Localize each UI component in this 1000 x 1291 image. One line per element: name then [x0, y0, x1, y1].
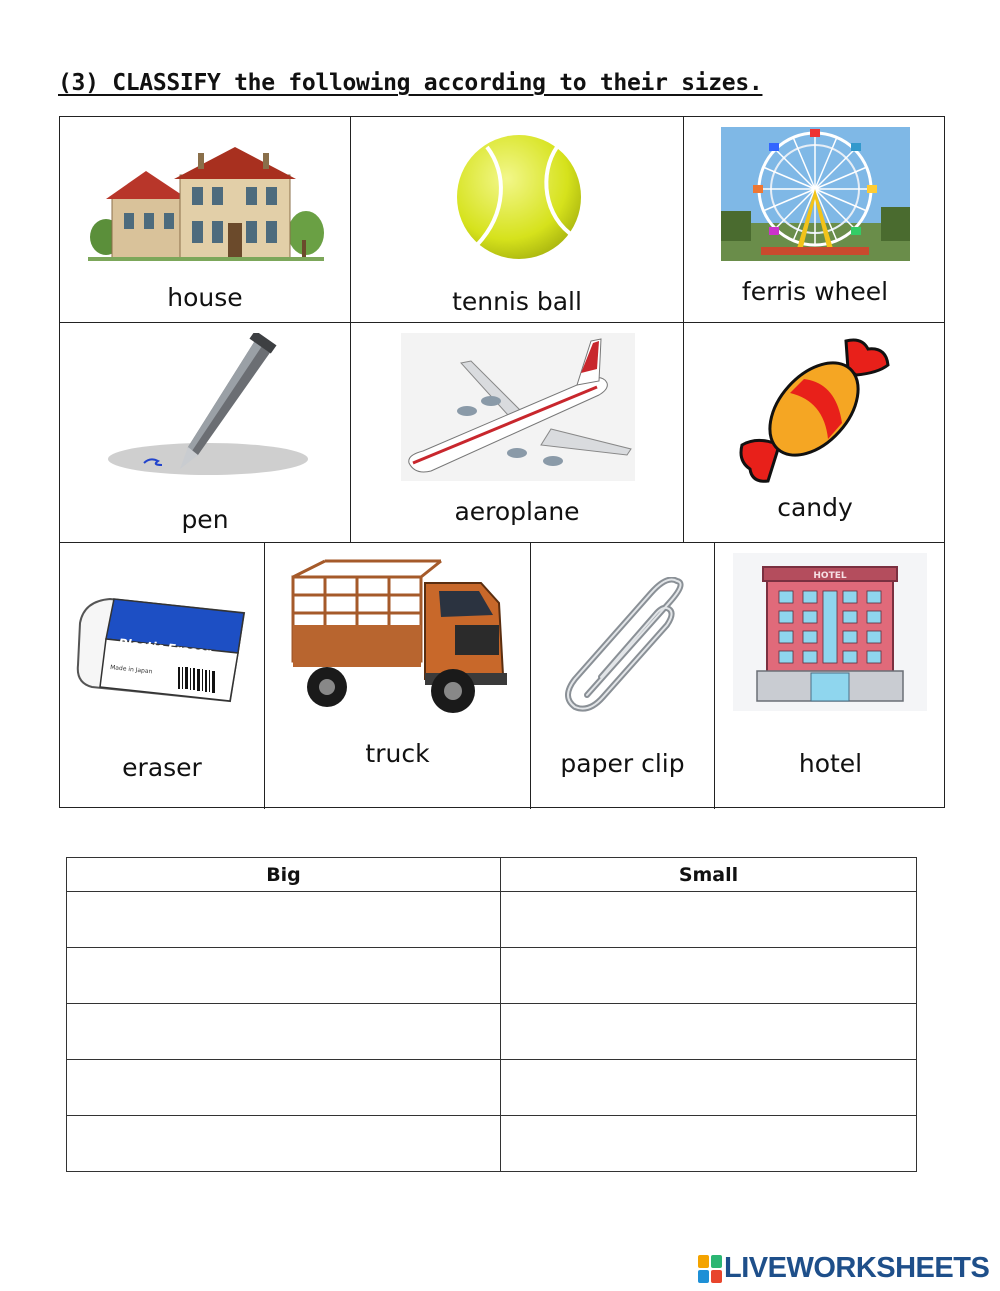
logo-square [698, 1270, 709, 1283]
column-header-small: Small [501, 858, 917, 892]
answer-cell-small[interactable] [501, 948, 917, 1004]
answer-cell-big[interactable] [67, 948, 501, 1004]
house-icon [88, 135, 324, 261]
picture-grid [59, 116, 945, 808]
item-cell-candy [684, 323, 946, 542]
item-label: truck [365, 739, 430, 768]
liveworksheets-logo [698, 1252, 989, 1285]
item-label: eraser [122, 753, 202, 782]
item-label: tennis ball [452, 287, 582, 316]
liveworksheets-logo-icon [698, 1255, 722, 1283]
answer-cell-small[interactable] [501, 1116, 917, 1172]
answer-cell-big[interactable] [67, 1004, 501, 1060]
column-header-big: Big [67, 858, 501, 892]
brand-name: LIVEWORKSHEETS [724, 1252, 990, 1284]
grid-row-2 [60, 323, 944, 543]
item-label: aeroplane [454, 497, 580, 526]
eraser-print: Plastic Eraser [117, 636, 212, 660]
grid-row-3 [60, 543, 944, 809]
hotel-icon [733, 553, 927, 711]
item-cell-hotel [715, 543, 946, 809]
candy-icon [738, 335, 890, 485]
classification-table [66, 857, 917, 1172]
item-cell-ferris-wheel [684, 117, 946, 322]
hotel-sign: HOTEL [813, 571, 847, 581]
item-cell-house [60, 117, 351, 322]
item-cell-tennis-ball [351, 117, 684, 322]
item-cell-aeroplane [351, 323, 684, 542]
item-label: house [167, 283, 243, 312]
answer-cell-big[interactable] [67, 1116, 501, 1172]
item-label: paper clip [560, 749, 685, 778]
item-label: ferris wheel [741, 277, 889, 306]
eraser-icon [74, 593, 250, 705]
logo-square [711, 1255, 722, 1268]
answer-cell-big[interactable] [67, 1060, 501, 1116]
page-title: (3) CLASSIFY the following according to their sizes. [58, 70, 763, 96]
pen-icon [104, 333, 310, 477]
truck-icon [285, 555, 513, 723]
logo-square [711, 1270, 722, 1283]
answer-cell-small[interactable] [501, 1004, 917, 1060]
logo-square [698, 1255, 709, 1268]
item-label: pen [181, 505, 229, 534]
item-label: hotel [798, 749, 863, 778]
paper-clip-icon [551, 577, 695, 717]
aeroplane-icon [401, 333, 635, 481]
tennis-ball-icon [447, 133, 591, 261]
item-cell-paper-clip [531, 543, 715, 809]
item-cell-pen [60, 323, 351, 542]
answer-cell-big[interactable] [67, 892, 501, 948]
item-cell-eraser [60, 543, 265, 809]
grid-row-1 [60, 117, 944, 323]
ferris-wheel-icon [721, 127, 910, 261]
item-label: candy [777, 493, 853, 522]
eraser-fine-print: Made in Japan [109, 664, 153, 676]
answer-cell-small[interactable] [501, 1060, 917, 1116]
answer-cell-small[interactable] [501, 892, 917, 948]
item-cell-truck [265, 543, 531, 809]
